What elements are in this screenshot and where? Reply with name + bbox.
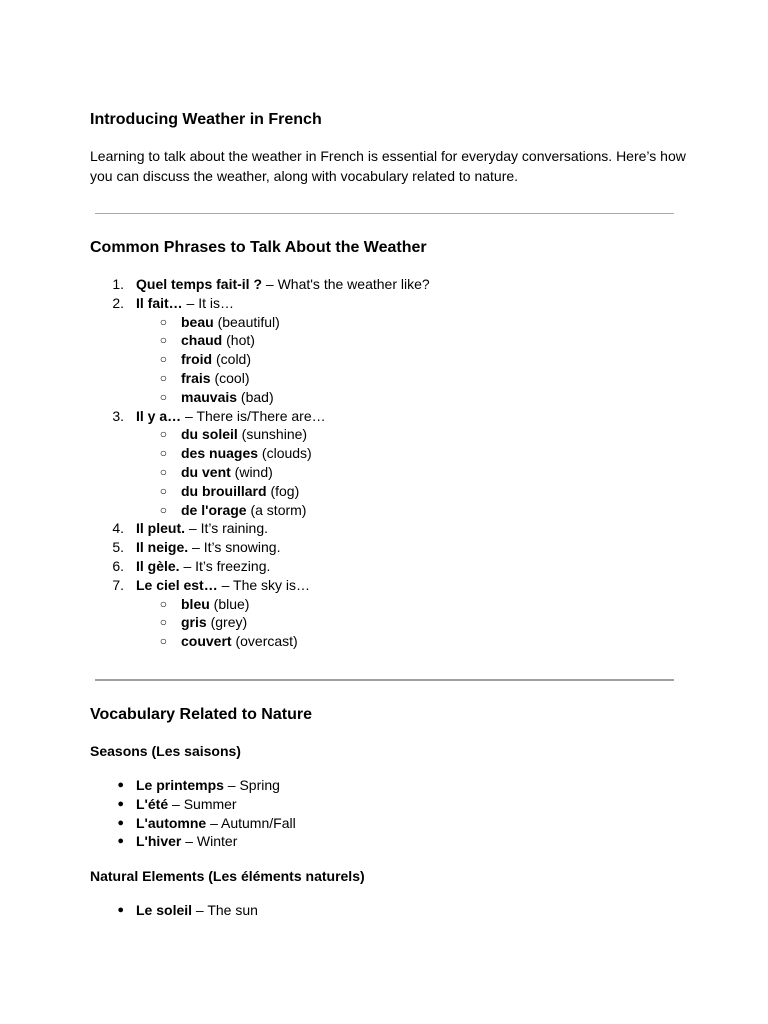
- season-term: L'été: [136, 795, 169, 812]
- bullet-icon: ●: [117, 816, 124, 829]
- circle-bullet-icon: ○: [159, 502, 167, 517]
- sub-term: frais: [181, 369, 211, 386]
- phrase-translation: – The sky is…: [217, 576, 311, 593]
- sub-translation: (bad): [237, 388, 274, 405]
- phrase-term: Quel temps fait-il ?: [136, 276, 263, 292]
- season-term: Le printemps: [136, 777, 224, 793]
- phrase-term: Le ciel est…: [136, 576, 218, 593]
- phrase-translation: – It’s raining.: [185, 520, 269, 537]
- phrases-heading: Common Phrases to Talk About the Weather: [90, 239, 427, 256]
- circle-bullet-icon: ○: [159, 427, 167, 442]
- sub-term: du brouillard: [181, 482, 267, 499]
- circle-bullet-icon: ○: [159, 446, 167, 461]
- sub-translation: (hot): [222, 332, 255, 349]
- phrase-translation: – It’s snowing.: [188, 539, 281, 556]
- sub-translation: (sunshine): [237, 426, 308, 443]
- season-translation: – Autumn/Fall: [206, 814, 296, 831]
- sub-translation: (clouds): [258, 445, 312, 462]
- bullet-icon: ●: [117, 779, 124, 791]
- sub-translation: (cool): [210, 369, 250, 386]
- list-number: 1.: [112, 276, 124, 292]
- bullet-icon: ●: [117, 797, 124, 810]
- circle-bullet-icon: ○: [159, 596, 167, 611]
- sub-translation: (overcast): [231, 633, 298, 650]
- natural-elements-heading: Natural Elements (Les éléments naturels): [90, 868, 365, 884]
- list-number: 7.: [112, 576, 124, 593]
- list-number: 5.: [112, 539, 124, 556]
- phrase-translation: – What's the weather like?: [262, 276, 430, 292]
- circle-bullet-icon: ○: [159, 464, 167, 479]
- intro-heading: Introducing Weather in French: [90, 111, 322, 128]
- phrase-translation: – There is/There are…: [181, 407, 326, 424]
- sub-term: froid: [181, 351, 213, 368]
- season-term: L'automne: [136, 814, 207, 831]
- sub-term: du vent: [181, 463, 231, 480]
- section-divider: [95, 679, 674, 681]
- circle-bullet-icon: ○: [159, 389, 167, 404]
- sub-term: mauvais: [181, 388, 238, 405]
- sub-term: chaud: [181, 332, 223, 349]
- season-term: L'hiver: [136, 833, 182, 850]
- phrase-translation: – It is…: [182, 294, 235, 311]
- season-translation: – Winter: [181, 833, 238, 850]
- phrase-term: Il fait…: [136, 294, 183, 311]
- phrase-translation: – It’s freezing.: [179, 557, 271, 574]
- bullet-icon: ●: [117, 835, 124, 848]
- element-translation: – The sun: [192, 902, 258, 918]
- season-translation: – Spring: [223, 777, 280, 793]
- sub-term: couvert: [181, 633, 232, 650]
- circle-bullet-icon: ○: [159, 370, 167, 385]
- phrase-term: Il gèle.: [136, 557, 180, 574]
- sub-translation: (grey): [206, 614, 248, 631]
- vocabulary-heading: Vocabulary Related to Nature: [90, 706, 312, 723]
- circle-bullet-icon: ○: [159, 615, 167, 630]
- phrase-term: Il neige.: [136, 539, 189, 556]
- sub-translation: (blue): [209, 595, 250, 612]
- sub-term: du soleil: [181, 426, 238, 443]
- circle-bullet-icon: ○: [159, 352, 167, 367]
- sub-term: bleu: [181, 595, 210, 612]
- sub-translation: (cold): [212, 351, 252, 368]
- sub-translation: (fog): [266, 482, 300, 499]
- element-term: Le soleil: [136, 902, 193, 918]
- seasons-heading: Seasons (Les saisons): [90, 743, 241, 759]
- sub-term: des nuages: [181, 445, 259, 462]
- sub-translation: (wind): [230, 463, 273, 480]
- section-divider: [95, 213, 674, 214]
- circle-bullet-icon: ○: [159, 314, 167, 329]
- list-number: 3.: [112, 407, 124, 424]
- intro-paragraph: Learning to talk about the weather in French is essential for everyday conversations. Here’s how you can discuss the weather, along with vocabulary related to nature.: [90, 148, 686, 184]
- phrase-term: Il y a…: [136, 407, 182, 424]
- sub-translation: (beautiful): [213, 313, 280, 330]
- circle-bullet-icon: ○: [159, 333, 167, 348]
- sub-term: gris: [181, 614, 207, 631]
- sub-translation: (a storm): [246, 501, 307, 518]
- circle-bullet-icon: ○: [159, 634, 167, 649]
- bullet-icon: ●: [117, 904, 124, 916]
- list-number: 2.: [112, 294, 124, 311]
- sub-term: beau: [181, 313, 214, 330]
- list-number: 6.: [112, 557, 124, 574]
- sub-term: de l'orage: [181, 501, 247, 518]
- phrase-term: Il pleut.: [136, 520, 185, 537]
- circle-bullet-icon: ○: [159, 483, 167, 498]
- season-translation: – Summer: [168, 795, 237, 812]
- list-number: 4.: [112, 520, 124, 537]
